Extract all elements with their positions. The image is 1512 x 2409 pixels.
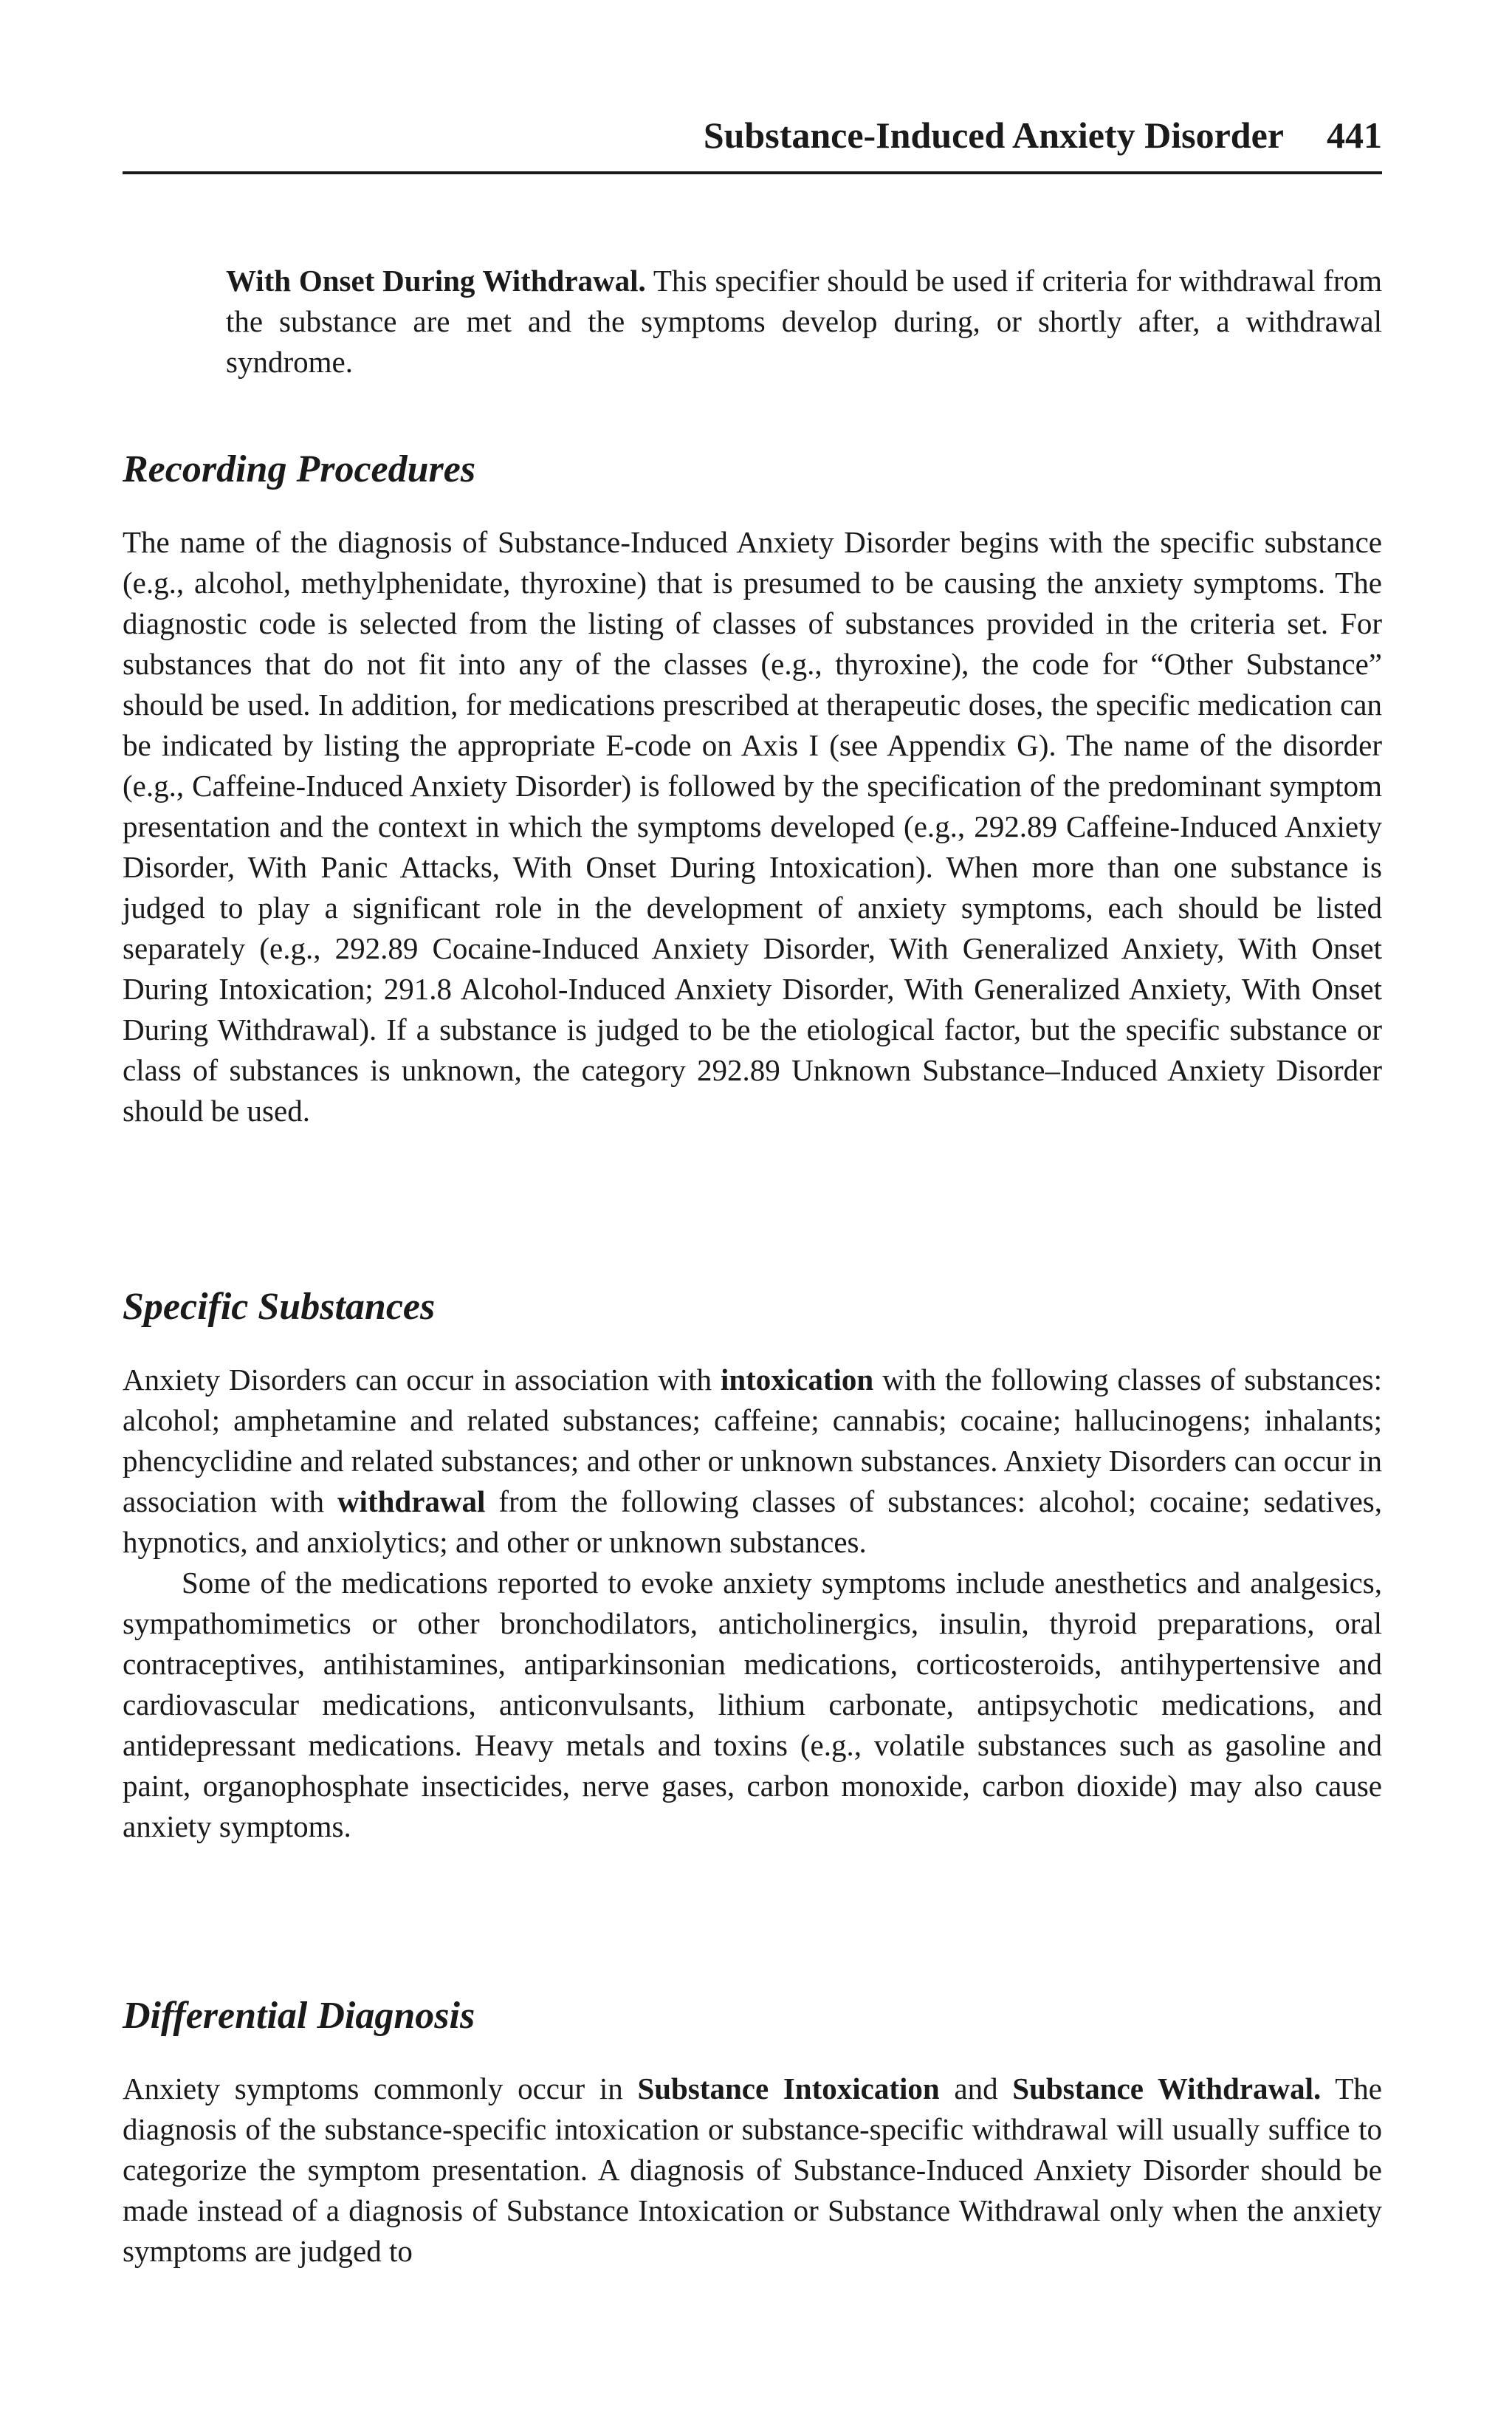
- recording-procedures-heading: Recording Procedures: [123, 448, 476, 490]
- differential-diagnosis-text: Anxiety symptoms commonly occur in: [123, 2072, 638, 2105]
- withdrawal-term: withdrawal: [337, 1484, 486, 1518]
- specifier-paragraph: [226, 261, 1382, 383]
- differential-diagnosis-text: and: [939, 2072, 1013, 2105]
- substance-withdrawal-term: Substance Withdrawal.: [1012, 2072, 1322, 2105]
- page-number: 441: [1327, 114, 1382, 156]
- substance-intoxication-term: Substance Intoxication: [637, 2072, 940, 2105]
- differential-diagnosis-heading: Differential Diagnosis: [123, 1995, 475, 2037]
- recording-procedures-paragraph: The name of the diagnosis of Substance-Induced Anxiety Disorder begins with the specific substance (e.g., alcohol, methylphenidate, thyroxine) that is presumed to be causing the anxiety symptoms. The diagnostic code is selected from the listing of classes of substances provided in the criteria set. For substances that do not fit into any of the classes (e.g., thyroxine), the code for “Other Substance” should be used. In addition, for medications prescribed at therapeutic doses, the specific medication can be indicated by listing the appropriate E-code on Axis I (see Appendix G). The name of the disorder (e.g., Caffeine-Induced Anxiety Disorder) is followed by the specification of the predominant symptom presentation and the context in which the symptoms developed (e.g., 292.89 Caffeine-Induced Anxiety Disorder, With Panic Attacks, With Onset During Intoxication). When more than one substance is judged to play a significant role in the development of anxiety symptoms, each should be listed separately (e.g., 292.89 Cocaine-Induced Anxiety Disorder, With Generalized Anxiety, With Onset During Intoxication; 291.8 Alcohol-Induced Anxiety Disorder, With Generalized Anxiety, With Onset During Withdrawal). If a substance is judged to be the etiological factor, but the specific substance or class of substances is unknown, the category 292.89 Unknown Substance–Induced Anxiety Disorder should be used.: [123, 525, 1382, 1128]
- specific-substances-paragraph-2: Some of the medications reported to evoke anxiety symptoms include anesthetics and analgesics, sympathomimetics or other bronchodilators, anticholinergics, insulin, thyroid preparations, oral contraceptives, antihistamines, antiparkinsonian medications, corticosteroids, antihypertensive and cardiovascular medications, anticonvulsants, lithium carbonate, antipsychotic medications, and antidepressant medications. Heavy metals and toxins (e.g., volatile substances such as gasoline and paint, organophosphate insecticides, nerve gases, carbon monoxide, carbon dioxide) may also cause anxiety symptoms.: [123, 1566, 1382, 1843]
- running-head-title: Substance-Induced Anxiety Disorder: [703, 114, 1284, 156]
- section-recording-procedures: [123, 444, 1382, 1131]
- section-specific-substances: [123, 1281, 1382, 1847]
- running-head: [123, 111, 1382, 160]
- specific-substances-heading: Specific Substances: [123, 1286, 436, 1328]
- intoxication-term: intoxication: [720, 1363, 874, 1397]
- header-rule: [123, 171, 1382, 174]
- specific-substances-text: with the following classes of substances: alcohol; amphetamine and related substances; caffeine; cannabis; cocaine; hallucinogens; inhalants; phencyclidine and related substances; and other or unknown substances. Anxiety Disorders can occur in association with: [123, 1363, 1382, 1518]
- specific-substances-text: Anxiety Disorders can occur in association with: [123, 1363, 721, 1397]
- specific-substances-paragraph-1: [123, 1360, 1382, 1563]
- differential-diagnosis-paragraph: [123, 2069, 1382, 2272]
- section-differential-diagnosis: [123, 1990, 1382, 2272]
- differential-diagnosis-text: The diagnosis of the substance-specific intoxication or substance-specific withdrawal will usually suffice to categorize the symptom presentation. A diagnosis of Substance-Induced Anxiety Disorder should be made instead of a diagnosis of Substance Intoxication or Substance Withdrawal only when the anxiety symptoms are judged to: [123, 2072, 1382, 2268]
- specifier-run-in: With Onset During Withdrawal.: [226, 264, 646, 298]
- specific-substances-text: from the following classes of substances: alcohol; cocaine; sedatives, hypnotics, and anxiolytics; and other or unknown substances.: [123, 1484, 1382, 1559]
- specifier-text: This specifier should be used if criteria for withdrawal from the substance are met and the symptoms develop during, or shortly after, a withdrawal syndrome.: [226, 264, 1382, 379]
